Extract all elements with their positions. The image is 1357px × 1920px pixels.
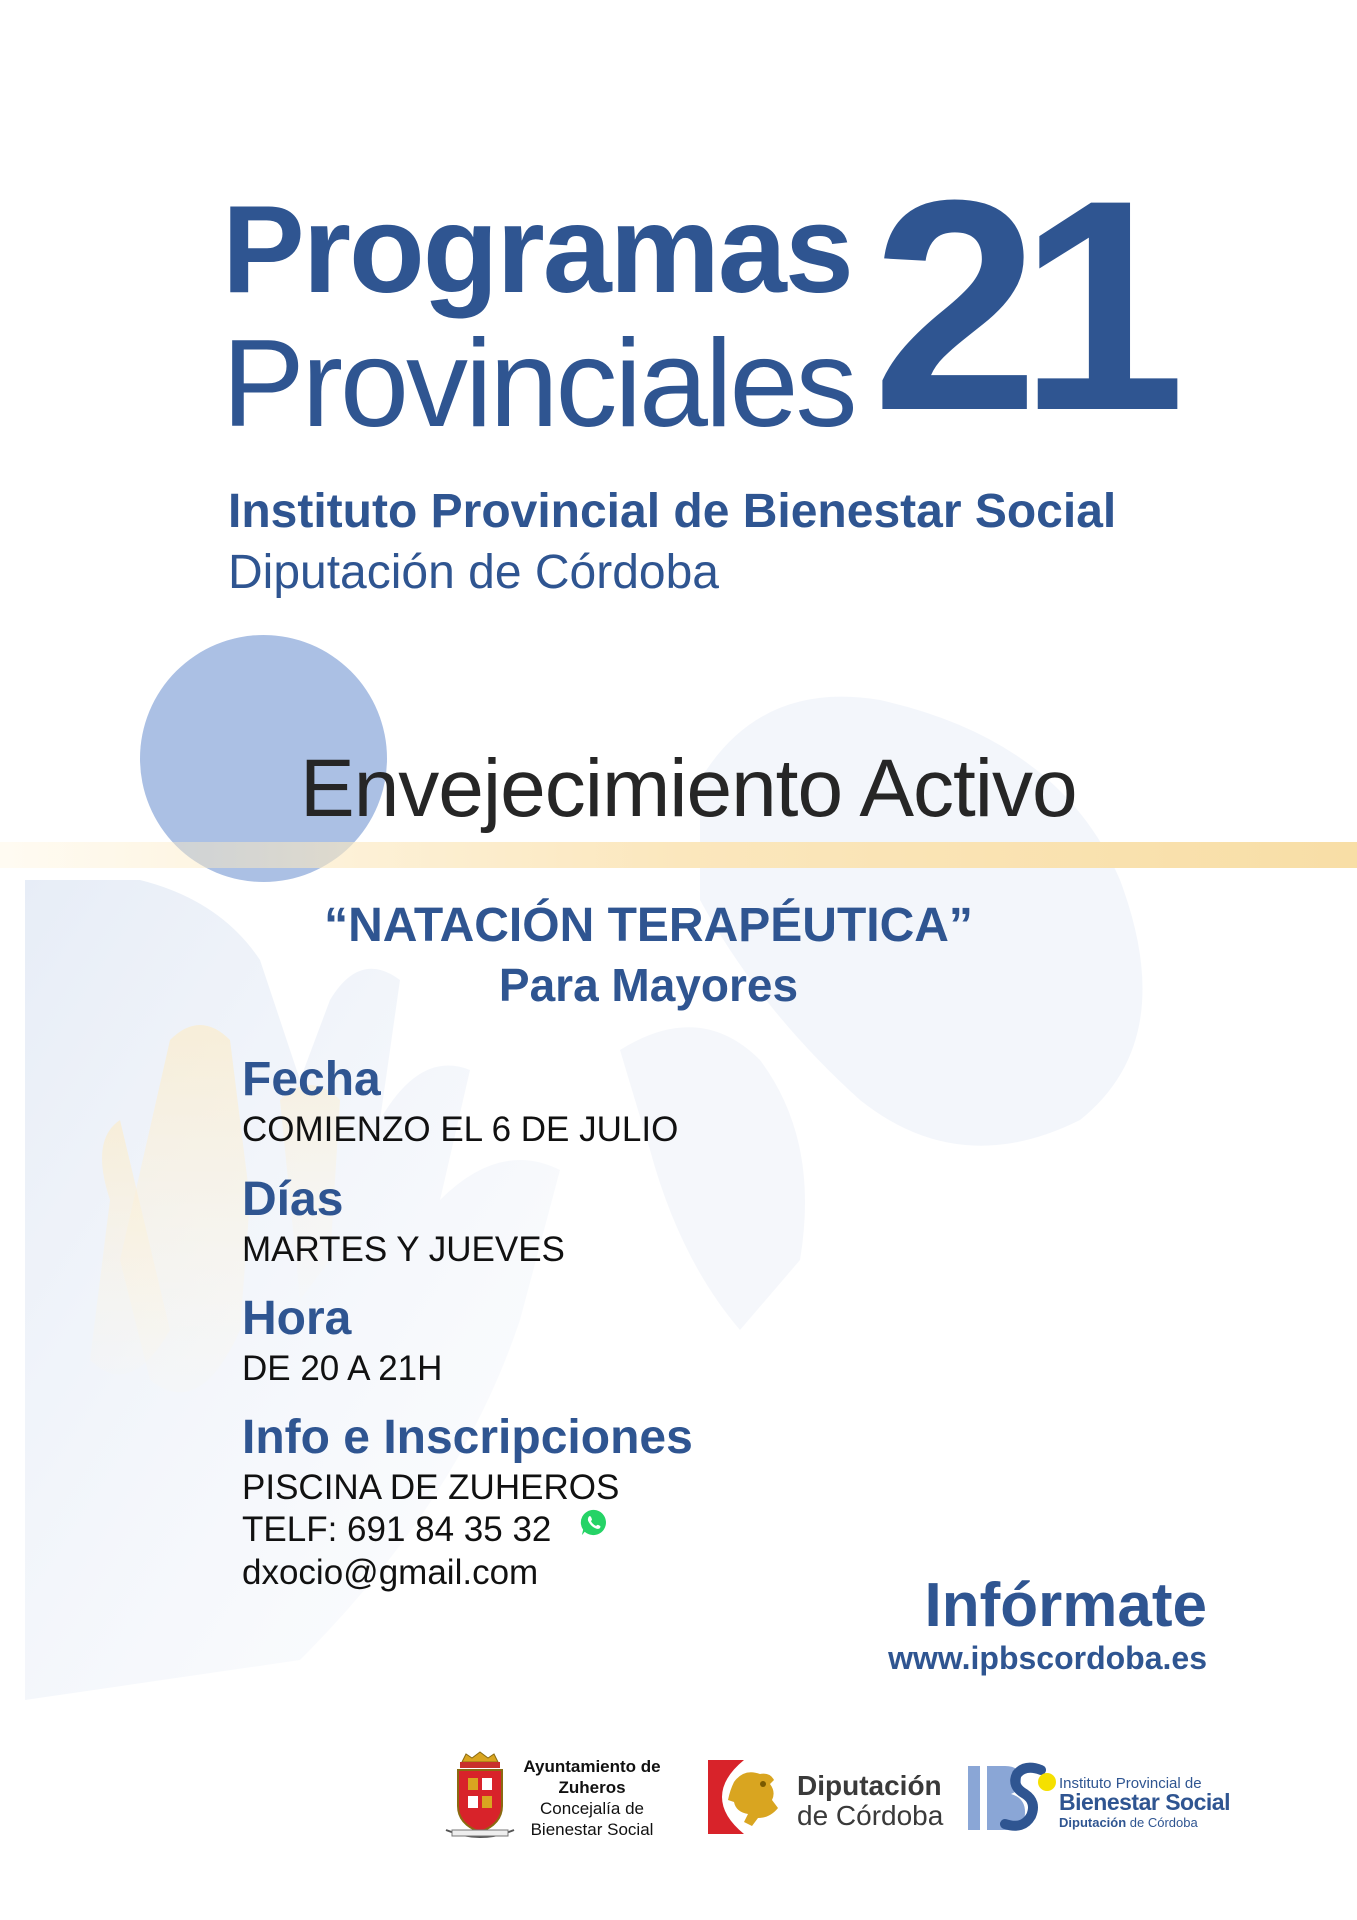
- header-number: 21: [872, 137, 1166, 473]
- coat-of-arms-icon: [442, 1748, 518, 1842]
- ipbs-logo-line3: [1059, 1815, 1198, 1830]
- ayuntamiento-line4: Bienestar Social: [530, 1820, 654, 1839]
- ipbs-logo-line3-rest: de Córdoba: [1126, 1815, 1198, 1830]
- ipbs-logo-line3-bold: Diputación: [1059, 1815, 1127, 1830]
- info-email: dxocio@gmail.com: [242, 1553, 539, 1592]
- ayuntamiento-line1: Ayuntamiento de: [523, 1757, 661, 1776]
- dias-label: Días: [242, 1173, 344, 1226]
- diputacion-logo-line2: de Córdoba: [797, 1800, 944, 1831]
- fecha-value: COMIENZO EL 6 DE JULIO: [242, 1110, 679, 1149]
- info-label: Info e Inscripciones: [242, 1411, 693, 1464]
- activity-title: “NATACIÓN TERAPÉUTICA”: [324, 899, 973, 952]
- whatsapp-icon: [578, 1507, 609, 1538]
- informate-title: Infórmate: [924, 1571, 1207, 1640]
- header-provinciales: Provinciales: [222, 315, 855, 453]
- ipbs-logo-line1: Instituto Provincial de: [1059, 1775, 1202, 1792]
- ipbs-logo-line2: Bienestar Social: [1059, 1789, 1230, 1815]
- info-phone: TELF: 691 84 35 32: [242, 1510, 552, 1549]
- decorative-band: [0, 842, 1357, 868]
- header-programas: Programas: [222, 181, 852, 319]
- diputacion-name: Diputación de Córdoba: [228, 546, 719, 599]
- hora-value: DE 20 A 21H: [242, 1349, 443, 1388]
- dias-value: MARTES Y JUEVES: [242, 1230, 565, 1269]
- ipbs-logo-icon: [965, 1760, 1057, 1836]
- diputacion-logo-line1: Diputación: [797, 1770, 942, 1801]
- section-title: Envejecimiento Activo: [300, 743, 1077, 834]
- ayuntamiento-line2: Zuheros: [558, 1778, 626, 1797]
- ayuntamiento-line3: Concejalía de: [540, 1799, 644, 1818]
- info-place: PISCINA DE ZUHEROS: [242, 1468, 620, 1507]
- activity-subtitle: Para Mayores: [498, 959, 799, 1011]
- fecha-label: Fecha: [242, 1053, 381, 1106]
- hora-label: Hora: [242, 1292, 352, 1345]
- ayuntamiento-text: [517, 1756, 667, 1840]
- diputacion-logo-icon: [708, 1758, 790, 1836]
- informate-url[interactable]: www.ipbscordoba.es: [888, 1640, 1207, 1676]
- institute-name: Instituto Provincial de Bienestar Social: [228, 485, 1117, 538]
